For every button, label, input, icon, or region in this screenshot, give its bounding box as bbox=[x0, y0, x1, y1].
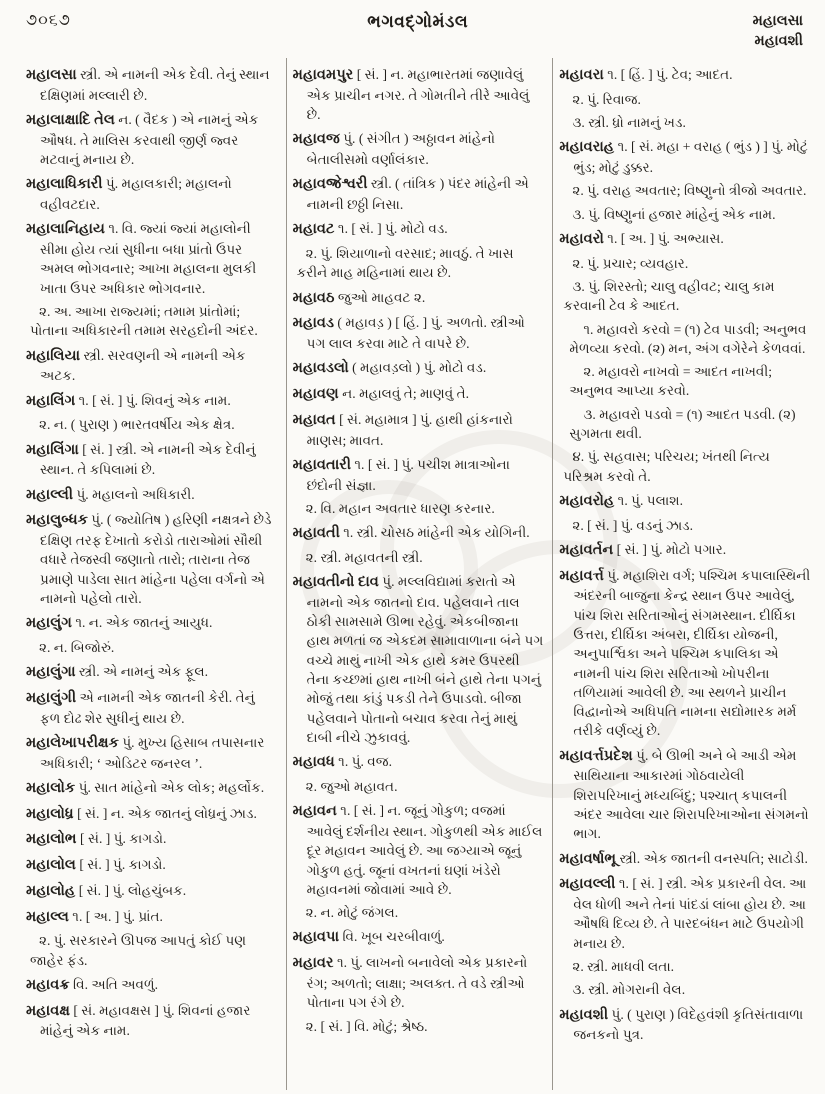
headword: મહાવડલો bbox=[292, 360, 349, 377]
guide-word-last: મહાવશી bbox=[754, 32, 803, 49]
dictionary-entry: મહાવજ્રેશ્વરી સ્ત્રી. ( તાંત્રિક ) પંદર માંહેની એ નામની છઠ્ઠી નિસા. bbox=[292, 176, 529, 213]
headword: મહાવર્ષાભૂ bbox=[559, 850, 617, 867]
guide-words bbox=[753, 12, 803, 51]
guide-word-first: મહાલસા bbox=[752, 13, 803, 29]
dictionary-entry: મહાવરો ૧. [ અ. ] પું. અભ્યાસ. bbox=[559, 230, 724, 247]
headword: મહાવર્ત્તપ્રદેશ bbox=[559, 747, 633, 764]
dictionary-entry: મહાલોધ્ર [ સં. ] ન. એક જાતનું લોધ્રનું ઝાડ. bbox=[26, 805, 257, 822]
dictionary-entry: મહાલાધિકારી પું. મહાલકારી; મહાલનો વહીવટદાર. bbox=[26, 176, 232, 213]
sense-paragraph: ૨. સ્ત્રી. માધવી લતા. bbox=[572, 958, 675, 974]
book-title: ભગવદ્ગોમંડલ bbox=[367, 12, 469, 31]
sense-paragraph: ૩. પું. શિરસ્તો; ચાલુ વહીવટ; ચાલુ કામ કરવાની ટેવ કે આદત. bbox=[563, 278, 775, 314]
page-number: ૭૦૬૭ bbox=[26, 12, 71, 29]
headword: મહાવરો bbox=[559, 230, 604, 247]
headword: મહાવમપુર bbox=[292, 67, 354, 83]
dictionary-entry: મહાવજ પું. ( સંગીત ) અઠ્ઠાવન માંહેનો બેતાલીસમો વર્ણાલંકાર. bbox=[292, 131, 496, 168]
dictionary-entry: મહાલુંગા સ્ત્રી. એ નામનું એક ફૂલ. bbox=[26, 664, 209, 681]
dictionary-entry: મહાલોહ [ સં. ] પું. લોહચુંબક. bbox=[26, 882, 187, 899]
headword: મહાવપા bbox=[292, 929, 340, 946]
dictionary-entry: મહાવન ૧. [ સં. ] ન. જૂનું ગોકુળ; વજમાં આવેલું દર્શનીય સ્થાન. ગોકુળથી એક માઈલ દૂર મહાવન આવેલું છે. આ જગ્યાએ જૂનું ગોકુળ હતું. જૂનાં વખતનાં ઘણાં ખંડેરો મહાવનમાં જોવામાં આવે છે. bbox=[292, 803, 543, 897]
dictionary-entry: મહાવરોહ ૧. પું. પલાશ. bbox=[559, 492, 684, 509]
headword: મહાવડ bbox=[292, 315, 335, 332]
headword: મહાલિંગ bbox=[26, 392, 76, 409]
sense-paragraph: ૩. સ્ત્રી. મોગરાની વેલ. bbox=[572, 982, 686, 998]
sense-paragraph: ૨. પું. રિવાજ. bbox=[572, 91, 641, 107]
sense-paragraph: ૨. પું. વરાહ અવતાર; વિષ્ણુનો ત્રીજો અવતાર. bbox=[572, 183, 807, 199]
dictionary-entry: મહાવશી પું. ( પુરાણ ) વિદેહવંશી કૃતિસંતાવાળા જનકનો પુત્ર. bbox=[559, 1006, 804, 1043]
dictionary-entry: મહાલિંગા [ સં. ] સ્ત્રી. એ નામની એક દેવીનું સ્થાન. તે કપિલામાં છે. bbox=[26, 441, 256, 478]
headword: મહાલોહ bbox=[26, 882, 76, 899]
column-1 bbox=[20, 58, 286, 1090]
dictionary-entry: મહાલોક પું. સાત માંહેનો એક લોક; મહર્લોક. bbox=[26, 779, 265, 796]
dictionary-entry: મહાવધ ૧. પું. વજ. bbox=[292, 754, 392, 771]
dictionary-entry: મહાલિંગ ૧. [ સં. ] પું. શિવનું એક નામ. bbox=[26, 392, 231, 409]
headword: મહાલિયા bbox=[26, 347, 81, 364]
dictionary-entry: મહાલસા સ્ત્રી. એ નામની એક દેવી. તેનું સ્થાન દક્ષિણમાં મલ્લારી છે. bbox=[26, 67, 270, 103]
sense-paragraph: ૨. ન. બિજોરું. bbox=[39, 639, 115, 655]
sense-paragraph: ૨. [ સં. ] વિ. મોટું; શ્રેષ્ઠ. bbox=[305, 1018, 428, 1034]
dictionary-entry: મહાવતીનો દાવ પું. મલ્લવિદ્યામાં કરાતો એ નામનો એક જાતનો દાવ. પહેલવાને તાલ ઠોકી સામસામે ઊભા રહેવું. એકબીજાના હાથ મળતાં જ એકદમ સામાવાળાના બંને પગ વચ્ચે માથું નાખી એક હાથે કમર ઉપરથી તેના કચ્છમાં હાથ નાખી બંને હાથે તેના પગનું મોજું તથા કાંડું પકડી તેને ઉપાડવો. બીજા પહેલવાને પોતાનો બચાવ કરવા તેનું માથું દાબી નીચે ઝુકાવવું. bbox=[292, 574, 544, 745]
dictionary-entry: મહાલુંગ ૧. ન. એક જાતનું આયુધ. bbox=[26, 615, 213, 632]
sense-paragraph: ૨. જુઓ મહાવત. bbox=[305, 778, 398, 794]
dictionary-entry: મહાલુબ્ધક પું. ( જ્યોતિષ ) હરિણી નક્ષત્રને છેડે દક્ષિણ તરફ દેખાતો કરોડો તારાઓમાં સૌથી વધારે તેજસ્વી જણાતો તારો; તારાના તેજ પ્રમાણે પાડેલા સાત માંહેના પહેલા વર્ગનો એ નામનો પહેલો તારો. bbox=[26, 512, 272, 606]
headword: મહાવર્ત્ત bbox=[559, 567, 604, 584]
sense-paragraph: ૨. પું. પ્રચાર; વ્યવહાર. bbox=[572, 255, 689, 271]
sense-paragraph: ૩. પું. વિષ્ણુનાં હજાર માંહેનું એક નામ. bbox=[572, 206, 776, 222]
text-columns bbox=[0, 56, 825, 1090]
dictionary-entry: મહાલુંગી એ નામની એક જાતની કેરી. તેનું ફળ દોઢ શેર સુધીનું થાય છે. bbox=[26, 689, 255, 726]
headword: મહાલાક્ષાદિ તેલ bbox=[26, 112, 115, 129]
dictionary-entry: મહાવણ ન. મહાલવું તે; માણવું તે. bbox=[292, 386, 470, 403]
dictionary-entry: મહાલ્લ ૧. [ અ. ] પું. પ્રાંત. bbox=[26, 908, 163, 925]
headword: મહાલોક bbox=[26, 779, 76, 796]
dictionary-entry: મહાવક્ર વિ. અતિ અવળું. bbox=[26, 976, 159, 993]
dictionary-entry: મહાવર ૧. પું. લાખનો બનાવેલો એક પ્રકારનો રંગ; અળતો; લાક્ષા; અલક્ત. તે વડે સ્ત્રીઓ પોતાના પગ રંગે છે. bbox=[292, 955, 528, 1011]
dictionary-entry: મહાવટ ૧. [ સં. ] પું. મોટો વડ. bbox=[292, 221, 448, 238]
headword: મહાલોભ bbox=[26, 831, 77, 848]
headword: મહાવક્ર bbox=[26, 976, 70, 993]
sense-paragraph: ૨. વિ. મહાન અવતાર ધારણ કરનાર. bbox=[305, 500, 495, 516]
headword: મહાવત bbox=[292, 411, 336, 428]
headword: મહાવજ bbox=[292, 131, 340, 148]
headword: મહાલ્લ bbox=[26, 908, 69, 925]
headword: મહાવણ bbox=[292, 386, 339, 403]
sense-paragraph: ૨. [ સં. ] પું. વડનું ઝાડ. bbox=[572, 517, 694, 533]
sense-paragraph: ૩. સ્ત્રી. ધ્રો નામનું ખડ. bbox=[572, 115, 686, 131]
headword: મહાવશી bbox=[559, 1006, 609, 1023]
headword: મહાલોલ bbox=[26, 857, 76, 874]
dictionary-entry: મહાવમપુર [ સં. ] ન. મહાભારતમાં જણાવેલું એક પ્રાચીન નગર. તે ગોમતીને તીરે આવેલું છે. bbox=[292, 67, 530, 123]
dictionary-entry: મહાલાનિહાય ૧. વિ. જ્યાં જ્યાં મહાલોની સીમા હોય ત્યાં સુધીના બધા પ્રાંતો ઉપર અમલ ભોગવનાર; આખા મહાલના મુલકી ખાતા ઉપર અધિકાર ભોગવનાર. bbox=[26, 221, 257, 296]
dictionary-entry: મહાવત [ સં. મહામાત્ર ] પું. હાથી હાંકનારો માણસ; માવત. bbox=[292, 411, 513, 448]
headword: મહાવઠ bbox=[292, 289, 335, 306]
idiom-paragraph: ૧. મહાવરો કરવો = (૧) ટેવ પાડવી; અનુભવ મેળવ્યા કરવો. (૨) મન, અંગ વગેરેને કેળવવાં. bbox=[569, 321, 807, 356]
sense-paragraph: ૨. ન. ( પુરાણ ) ભારતવર્ષીય એક ક્ષેત્ર. bbox=[39, 417, 235, 433]
headword: મહાલોધ્ર bbox=[26, 805, 74, 822]
headword: મહાવરા bbox=[559, 67, 604, 83]
headword: મહાવર bbox=[292, 955, 334, 972]
idiom-paragraph: ૨. મહાવરો નાખવો = આદત નાખવી; અનુભવ આપ્યા કરવો. bbox=[569, 364, 773, 399]
page-header bbox=[0, 0, 825, 56]
headword: મહાવધ bbox=[292, 754, 335, 771]
dictionary-entry: મહાવલ્લી ૧. [ સં. ] સ્ત્રી. એક પ્રકારની વેલ. આ વેલ ધોળી અને તેનાં પાંદડાં લાંબા હોય છે. આ ઔષધિ દિવ્ય છે. તે પારદબંધન માટે ઉપયોગી મનાય છે. bbox=[559, 876, 807, 951]
sense-paragraph: ૨. પું. સરકારને ઊપજ આપતું કોઈ પણ જાહેર ફંડ. bbox=[30, 933, 247, 968]
headword: મહાવરોહ bbox=[559, 492, 615, 509]
headword: મહાવટ bbox=[292, 221, 335, 238]
headword: મહાલાનિહાય bbox=[26, 221, 105, 238]
headword: મહાલ્લી bbox=[26, 486, 74, 503]
dictionary-entry: મહાવઠ જુઓ માહવટ ૨. bbox=[292, 289, 426, 306]
headword: મહાવક્ષ bbox=[26, 1002, 70, 1019]
sense-paragraph: ૨. અ. આખા રાજ્યમાં; તમામ પ્રાંતોમાં; પોતાના અધિકારની તમામ સરહદોની અંદર. bbox=[30, 303, 258, 339]
headword: મહાવન bbox=[292, 803, 337, 820]
headword: મહાવર્તન bbox=[559, 541, 614, 558]
headword: મહાવતારી bbox=[292, 456, 351, 473]
dictionary-entry: મહાવર્ત્ત પું. મહાશિરા વર્ગ; પશ્ચિમ કપાલાસ્થિની અંદરની બાજુના કેન્દ્ર સ્થાન ઉપર આવેલું, પાંચ શિરા સરિતાઓનું સંગમસ્થાન. દીર્ઘિકા ઉત્તરા, દીર્ઘિકા અંબરા, દીર્ઘિકા યોજની, અનુપાર્શ્વિકા અને પશ્ચિમ કપાલિકા એ નામની પાંચ શિરા સરિતાઓ ખોપરીના તળિયામાં આવેલી છે. આ સ્થળને પ્રાચીન વિદ્વાનોએ અધિપતિ નામના સદ્યોમારક મર્મ તરીકે વર્ણવ્યું છે. bbox=[559, 567, 811, 739]
dictionary-entry: મહાવડ ( મહાવડ઼ ) [ હિં. ] પું. અળતો. સ્ત્રીઓ પગ લાલ કરવા માટે તે વાપરે છે. bbox=[292, 315, 525, 352]
dictionary-entry: મહાલેખાપરીક્ષક પું. મુખ્ય હિસાબ તપાસનાર અધિકારી; ‘ ઓડિટર જનરલ ’. bbox=[26, 734, 265, 771]
dictionary-entry: મહાવતારી ૧. [ સં. ] પું. પચીશ માત્રાઓના છંદોની સંજ્ઞા. bbox=[292, 456, 510, 493]
dictionary-entry: મહાલ્લી પું. મહાલનો અધિકારી. bbox=[26, 486, 195, 503]
headword: મહાલુબ્ધક bbox=[26, 512, 88, 529]
dictionary-entry: મહાલોલ [ સં. ] પું. કાગડો. bbox=[26, 857, 166, 874]
headword: મહાલિંગા bbox=[26, 441, 79, 458]
dictionary-entry: મહાવર્ષાભૂ સ્ત્રી. એક જાતની વનસ્પતિ; સાટોડી. bbox=[559, 850, 808, 867]
headword: મહાવજ્રેશ્વરી bbox=[292, 176, 368, 193]
dictionary-entry: મહાવપા વિ. ખૂબ ચરબીવાળું. bbox=[292, 929, 445, 946]
dictionary-entry: મહાલોભ [ સં. ] પું. કાગડો. bbox=[26, 831, 167, 848]
dictionary-entry: મહાવરાહ ૧. [ સં. મહા + વરાહ ( ભુંડ ) ] પું. મોટું ભુંડ; મોટું ડુક્કર. bbox=[559, 139, 808, 176]
dictionary-entry: મહાવક્ષ [ સં. મહાવક્ષસ ] પું. શિવનાં હજાર માંહેનું એક નામ. bbox=[26, 1002, 251, 1039]
column-2 bbox=[286, 58, 553, 1090]
headword: મહાલુંગા bbox=[26, 664, 76, 681]
headword: મહાવલ્લી bbox=[559, 876, 616, 893]
headword: મહાવરાહ bbox=[559, 139, 615, 156]
sense-paragraph: ૨. સ્ત્રી. મહાવતની સ્ત્રી. bbox=[305, 549, 423, 565]
headword: મહાલસા bbox=[26, 67, 77, 83]
headword: મહાલેખાપરીક્ષક bbox=[26, 734, 119, 751]
sense-paragraph: ૨. પું. શિયાળાનો વરસાદ; માવઠું. તે ખાસ કરીને માહ મહિનામાં થાય છે. bbox=[296, 246, 514, 281]
sense-paragraph: ૨. ન. મોટું જંગલ. bbox=[305, 905, 399, 921]
headword: મહાલુંગ bbox=[26, 615, 72, 632]
headword: મહાવતીનો દાવ bbox=[292, 574, 379, 591]
headword: મહાલાધિકારી bbox=[26, 176, 103, 193]
dictionary-entry: મહાલિયા સ્ત્રી. સરવણની એ નામની એક અટક. bbox=[26, 347, 246, 384]
sense-paragraph: ૪. પું. સહવાસ; પરિચય; ખંતથી નિત્ય પરિશ્રમ કરવો તે. bbox=[563, 449, 770, 484]
dictionary-entry: મહાવડલો ( મહાવડ઼લો ) પું. મોટો વડ. bbox=[292, 360, 487, 377]
dictionary-entry: મહાવર્તન [ સં. ] પું. મોટો પગાર. bbox=[559, 541, 727, 558]
dictionary-entry: મહાલાક્ષાદિ તેલ ન. ( વૈદક ) એ નામનું એક ઔષધ. તે માલિસ કરવાથી જીર્ણ જ્વર મટવાનું મનાય છે. bbox=[26, 112, 259, 168]
idiom-paragraph: ૩. મહાવરો પડવો = (૧) આદત પડવી. (૨) સુગમતા થવી. bbox=[569, 406, 796, 442]
headword: મહાલુંગી bbox=[26, 689, 77, 706]
dictionary-entry: મહાવતી ૧. સ્ત્રી. ચોસઠ માંહેની એક યોગિની. bbox=[292, 525, 530, 542]
dictionary-entry: મહાવરા ૧. [ હિં. ] પું. ટેવ; આદત. bbox=[559, 67, 733, 83]
column-3 bbox=[552, 58, 819, 1090]
headword: મહાવતી bbox=[292, 525, 340, 542]
dictionary-entry: મહાવર્ત્તપ્રદેશ પું. બે ઊભી અને બે આડી એમ સાથિયાના આકારમાં ગોઠવાયેલી શિરાપરિખાનું મધ્યબિંદુ; પશ્ચાત્ કપાલની અંદર આવેલા ચાર શિરાપરિખાઓના સંગમનો ભાગ. bbox=[559, 747, 809, 842]
